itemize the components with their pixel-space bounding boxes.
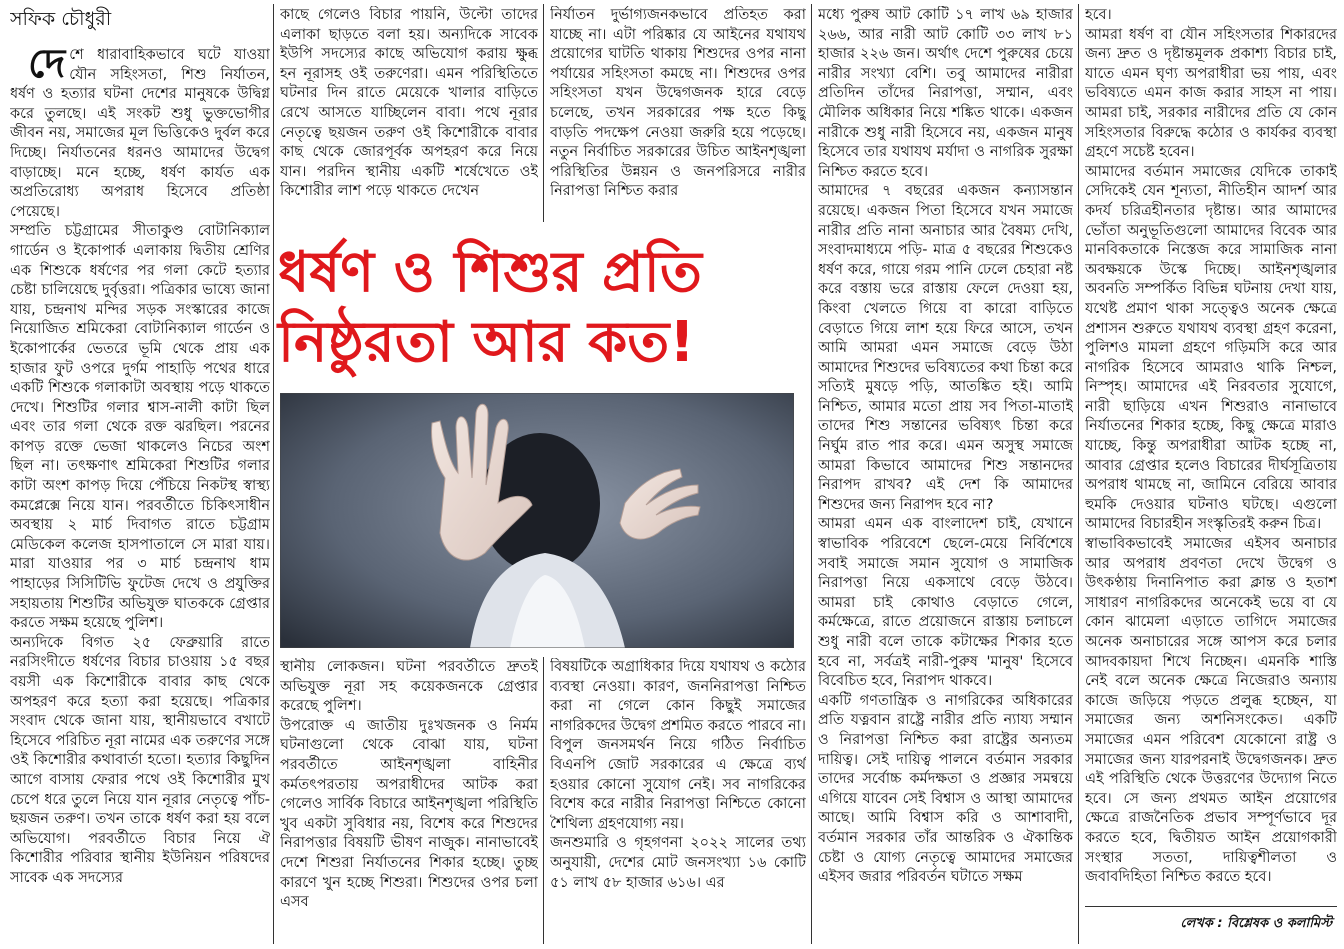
column-rule: [543, 657, 544, 944]
article-paragraph: উপরোক্ত এ জাতীয় দুঃখজনক ও নির্মম ঘটনাগুলো থেকে বোঝা যায়, ঘটনা পরবর্তীতে আইনশৃঙ্খলা বাহিনীর কর্মতৎপরতায় অপরাধীদের আটক করা গেলেও সার্বিক বিচারে আইনশৃঙ্খলা পরিস্থিতি খুব একটা সুবিধার নয়, বিশেষ করে শিশুদের নিরাপত্তার বিষয়টি ভীষণ নাজুক। নানাভাবেই দেশে শিশুরা নির্যাতনের শিকার হচ্ছে। তুচ্ছ কারণে খুন হচ্ছে শিশুরা। শিশুদের ওপর চলা এসব: [280, 717, 538, 911]
article-column-3-top: [550, 6, 806, 220]
article-paragraph: স্বাভাবিকভাবেই সমাজের এইসব অনাচার আর অপরাধ প্রবণতা দেখে উদ্বেগ ও উৎকণ্ঠায় দিনানিপাত করা ক্লান্ত ও হতাশ সাধারণ নাগরিকদের অনেকেই ভয়ে বা যে কোন ঝামেলা এড়াতে তাগিদে সমাজের অনেক অনাচারের সঙ্গে আপস করে চলার আদবকায়দা শিখে নিচ্ছেন। এমনকি শাস্তি নেই বলে অনেক ক্ষেত্রে নিজেরাও অন্যায় কাজে জড়িয়ে পড়তে প্রলুব্ধ হচ্ছেন, যা সমাজের জন্য অশনিসংকেত। একটি সমাজের এমন পরিবেশ যেকোনো রাষ্ট্র ও সমাজের জন্য যারপরনাই উদ্বেগজনক। দ্রুত এই পরিস্থিতি থেকে উত্তরণের উদ্যোগ নিতে হবে। সে জন্য প্রথমত আইন প্রয়োগের ক্ষেত্রে রাজনৈতিক প্রভাব সম্পূর্ণভাবে দূর করতে হবে, দ্বিতীয়ত আইন প্রয়োগকারী সংস্থার সততা, দায়িত্বশীলতা ও জবাবদিহিতা নিশ্চিত করতে হবে।: [1085, 536, 1337, 886]
headline-line: নিষ্ঠুরতা আর কত!: [278, 310, 695, 375]
article-paragraph: হবে।: [1085, 7, 1112, 23]
article-paragraph: আমরা ধর্ষণ বা যৌন সহিংসতার শিকারদের জন্য দ্রুত ও দৃষ্টান্তমূলক প্রকাশ্য বিচার চাই, যাতে এমন ঘৃণ্য অপরাধীরা ভয় পায়, এবং ভবিষ্যতে এমন কাজ করার সাহস না পায়। আমরা চাই, সরকার নারীদের প্রতি যে কোন সহিংসতার বিরুদ্ধে কঠোর ও কার্যকর ব্যবস্থা গ্রহণে সচেষ্ট হবেন।: [1085, 26, 1337, 161]
article-paragraph: কাছে গেলেও বিচার পায়নি, উল্টো তাদের এলাকা ছাড়তে বলা হয়। অন্যদিকে সাবেক ইউপি সদস্যের কাছে অভিযোগ করায় ক্ষুব্ধ হন নূরাসহ ওই তরুণেরা। এমন পরিস্থিতিতে ঘটনার দিন রাতে মেয়েকে খালার বাড়িতে রেখে আসতে যাচ্ছিলেন বাবা। পথে নূরার নেতৃত্বে ছয়জন তরুণ ওই কিশোরীকে বাবার কাছ থেকে জোরপূর্বক অপহরণ করে নিয়ে যান। পরদিন স্থানীয় একটি শর্ষেখেতে ওই কিশোরীর লাশ পড়ে থাকতে দেখেন: [280, 7, 538, 200]
article-paragraph: একটি গণতান্ত্রিক ও নাগরিকের অধিকারের প্রতি যত্নবান রাষ্ট্রে নারীর প্রতি ন্যায্য সম্মান ও নিরাপত্তা নিশ্চিত করা রাষ্ট্রের অন্যতম দায়িত্ব। সেই দায়িত্ব পালনে বর্তমান সরকার তাদের সর্বোচ্চ কর্মদক্ষতা ও প্রজ্ঞার সমন্বয়ে এগিয়ে যাবেন সেই বিশ্বাস ও আস্থা আমাদের আছে। আমি বিশ্বাস করি ও আশাবাদী, বর্তমান সরকার তাঁর আন্তরিক ও ঐকান্তিক চেষ্টা ও যোগ্য নেতৃত্বে আমাদের সমাজের এইসব জরার পরিবর্তন ঘটাতে সক্ষম: [818, 692, 1073, 886]
author-credit: লেখক : বিশ্লেষক ও কলামিস্ট: [1180, 916, 1332, 931]
column-rule: [1078, 4, 1079, 944]
article-paragraph: আমাদের ৭ বছরের একজন কন্যাসন্তান রয়েছে। একজন পিতা হিসেবে যখন সমাজে নারীর প্রতি নানা অনাচার আর বৈষম্য দেখি, সংবাদমাধ্যমে পড়ি- মাত্র ৫ বছরের শিশুকেও ধর্ষণ করে, গায়ে গরম পানি ঢেলে চেহারা নষ্ট করে বস্তায় ভরে রাস্তায় ফেলে দেওয়া হয়, কিংবা খেলতে গিয়ে বা কারো বাড়িতে বেড়াতে গিয়ে লাশ হয়ে ফিরে আসে, তখন আমি আমরা এমন সমাজে বেড়ে উঠা আমাদের শিশুদের ভবিষ্যতের কথা চিন্তা করে সত্যিই মুষড়ে পড়ি, আতঙ্কিত হই। আমি নিশ্চিত, আমার মতো প্রায় সব পিতা-মাতাই তাদের শিশু সন্তানের ভবিষ্যৎ চিন্তা করে নির্ঘুম রাত পার করে। এমন অসুস্থ সমাজে আমরা কিভাবে আমাদের শিশু সন্তানদের নিরাপদ রাখব? এই দেশ কি আমাদের শিশুদের জন্য নিরাপদ হবে না?: [818, 183, 1073, 513]
article-column-2-top: [280, 6, 538, 220]
article-paragraph: স্থানীয় লোকজন। ঘটনা পরবর্তীতে দ্রুতই অভিযুক্ত নূরা সহ কয়েকজনকে গ্রেপ্তার করেছে পুলিশ।: [280, 659, 538, 715]
article-paragraph: সম্প্রতি চট্টগ্রামের সীতাকুণ্ড বোটানিক্যাল গার্ডেন ও ইকোপার্ক এলাকায় দ্বিতীয় শ্রেণির এক শিশুকে ধর্ষণের পর গলা কেটে হত্যার চেষ্টা চালিয়েছে দুর্বৃত্তরা। পত্রিকার ভাষ্যে জানা যায়, চন্দ্রনাথ মন্দির সড়ক সংস্কারের কাজে নিয়োজিত শ্রমিকেরা বোটানিক্যাল গার্ডেন ও ইকোপার্কের ভেতরে ভূমি থেকে প্রায় এক হাজার ফুট ওপরে দুর্গম পাহাড়ি পথের ধারে একটি শিশুকে গলাকাটা অবস্থায় পড়ে থাকতে দেখে। শিশুটির গলার শ্বাস-নালী কাটা ছিল এবং তার গলা থেকে রক্ত ঝরছিল। পরনের কাপড় রক্তে ভেজা থাকলেও নিচের অংশ ছিল না। তৎক্ষণাৎ শ্রমিকেরা শিশুটির গলার কাটা অংশ কাপড় দিয়ে পেঁচিয়ে নিকটস্থ স্বাস্থ্য কমপ্লেক্সে নিয়ে যান। পরবর্তীতে চিকিৎসাধীন অবস্থায় ২ মার্চ দিবাগত রাতে চট্টগ্রাম মেডিকেল কলেজ হাসপাতালে সে মারা যায়। মারা যাওয়ার পর ৩ মার্চ চন্দ্রনাথ ধাম পাহাড়ের সিসিটিভি ফুটেজ দেখে ও প্রযুক্তির সহায়তায় শিশুটির অভিযুক্ত ঘাতককে গ্রেপ্তার করতে সক্ষম হয়েছে পুলিশ।: [10, 223, 270, 632]
article-paragraph: মধ্যে পুরুষ আট কোটি ১৭ লাখ ৬৯ হাজার ২৬৬, আর নারী আট কোটি ৩৩ লাখ ৮১ হাজার ২২৬ জন। অর্থাৎ দেশে পুরুষের চেয়ে নারীর সংখ্যা বেশি। তবু আমাদের নারীরা প্রতিদিন তাঁদের নিরাপত্তা, সম্মান, এবং মৌলিক অধিকার নিয়ে শঙ্কিত থাকে। একজন নারীকে শুধু নারী হিসেবে নয়, একজন মানুষ হিসেবে তার যথাযথ মর্যাদা ও নাগরিক সুরক্ষা নিশ্চিত করতে হবে।: [818, 7, 1073, 180]
headline-line: ধর্ষণ ও শিশুর প্রতি: [278, 240, 702, 305]
credit-rule: [1085, 906, 1337, 907]
article-paragraph: বিষয়টিকে অগ্রাধিকার দিয়ে যথাযথ ও কঠোর ব্যবস্থা নেওয়া। কারণ, জননিরাপত্তা নিশ্চিত করা না গেলে কোন কিছুই সমাজের নাগরিকদের উদ্বেগ প্রশমিত করতে পারবে না। বিপুল জনসমর্থন নিয়ে গঠিত নির্বাচিত বিএনপি জোট সরকারের এ ক্ষেত্রে ব্যর্থ হওয়ার কোনো সুযোগ নেই। সব নাগরিকের বিশেষ করে নারীর নিরাপত্তা নিশ্চিতে কোনো শৈথিল্য গ্রহণযোগ্য নয়।: [550, 659, 806, 832]
article-column-4: [818, 6, 1073, 936]
article-paragraph: আমরা এমন এক বাংলাদেশ চাই, যেখানে স্বাভাবিক পরিবেশে ছেলে-মেয়ে নির্বিশেষে সবাই সমাজে সমান সুযোগ ও সামাজিক নিরাপত্তা নিয়ে একসাথে বেড়ে উঠবে। আমরা চাই কোথাও বেড়াতে গেলে, কর্মক্ষেত্রে, রাতে প্রয়োজনে রাস্তায় চলাচলে শুধু নারী বলে তাকে কটাক্ষের শিকার হতে হবে না, সর্বত্রই নারী-পুরুষ 'মানুষ' হিসেবে বিবেচিত হবে, নিরাপদ থাকবে।: [818, 516, 1073, 690]
article-paragraph: অন্যদিকে বিগত ২৫ ফেব্রুয়ারি রাতে নরসিংদীতে ধর্ষণের বিচার চাওয়ায় ১৫ বছর বয়সী এক কিশোরীকে বাবার কাছ থেকে অপহরণ করে হত্যা করা হয়েছে। পত্রিকার সংবাদ থেকে জানা যায়, স্থানীয়ভাবে বখাটে হিসেবে পরিচিত নূরা নামের এক তরুণের সঙ্গে ওই কিশোরীর কথাবার্তা হতো। হত্যার কিছুদিন আগে বাসায় ফেরার পথে ওই কিশোরীর মুখ চেপে ধরে তুলে নিয়ে যান নূরার নেতৃত্বে পাঁচ-ছয়জন তরুণ। তখন তাকে ধর্ষণ করা হয় বলে অভিযোগ। পরবর্তীতে বিচার নিয়ে ঐ কিশোরীর পরিবার স্থানীয় ইউনিয়ন পরিষদের সাবেক এক সদস্যের: [10, 634, 270, 886]
article-photo: [280, 393, 794, 648]
article-paragraph: নির্যাতন দুর্ভাগ্যজনকভাবে প্রতিহত করা যাচ্ছে না। এটা পরিষ্কার যে আইনের যথাযথ প্রয়োগের ঘাটতি থাকায় শিশুদের ওপর নানা পর্যায়ের সহিংসতা কমছে না। শিশুদের ওপর সহিংসতা যখন উদ্বেগজনক হারে বেড়ে চলেছে, তখন সরকারের পক্ষ হতে কিছু বাড়তি পদক্ষেপ নেওয়া জরুরি হয়ে পড়েছে। নতুন নির্বাচিত সরকারের উচিত আইনশৃঙ্খলা পরিস্থিতির উন্নয়ন ও জনপরিসরে নারীর নিরাপত্তা নিশ্চিত করার: [550, 7, 806, 200]
article-column-3-bottom: [550, 658, 806, 938]
headline: [278, 238, 818, 378]
drop-cap: দে: [28, 41, 66, 87]
column-rule: [273, 4, 274, 944]
article-column-5: [1085, 6, 1337, 906]
article-paragraph: দেশে ধারাবাহিকভাবে ঘটে যাওয়া যৌন সহিংসতা, শিশু নির্যাতন, ধর্ষণ ও হত্যার ঘটনা দেশের মানুষকে উদ্বিগ্ন করে তুলছে। এই সংকট শুধু ভুক্তভোগীর জীবন নয়, সমাজের মূল ভিত্তিকেও দুর্বল করে দিচ্ছে। নির্যাতনের ধরনও আমাদের উদ্বেগ বাড়াচ্ছে। মনে হচ্ছে, ধর্ষণ কার্যত এক অপ্রতিরোধ্য অপরাধ হিসেবে প্রতিষ্ঠা পেয়েছে।: [10, 41, 270, 220]
column-rule: [543, 4, 544, 222]
author-name: সফিক চৌধুরী: [10, 8, 112, 30]
raised-hand-photo: [280, 393, 794, 648]
article-column-1: [10, 6, 270, 936]
article-paragraph: আমাদের বর্তমান সমাজের যেদিকে তাকাই সেদিকেই যেন শূন্যতা, নীতিহীন আদর্শ আর কদর্য চরিত্রহীনতার দৃষ্টান্ত। আর আমাদের ভোঁতা অনুভূতিগুলো আমাদের বিবেক আর মানবিকতাকে নিস্তেজ করে সামাজিক নানা অবক্ষয়কে উস্কে দিচ্ছে। আইনশৃঙ্খলার অবনতি সম্পর্কিত বিভিন্ন ঘটনায় দেখা যায়, যথেষ্ট প্রমাণ থাকা সত্ত্বেও অনেক ক্ষেত্রে প্রশাসন শুরুতে যথাযথ ব্যবস্থা গ্রহণ করেনা, পুলিশও মামলা গ্রহণে গড়িমসি করে আর নাগরিক হিসেবে আমরাও থাকি নিশ্চল, নিস্পৃহ। আমাদের এই নিরবতার সুযোগে, নারী ছাড়িয়ে এখন শিশুরাও নানাভাবে নির্যাতনের শিকার হচ্ছে, কিছু ক্ষেত্রে মারাও যাচ্ছে, কিন্তু অপরাধীরা আটক হচ্ছে না, আবার গ্রেপ্তার হলেও বিচারের দীর্ঘসূত্রিতায় অপরাধ থামছে না, জামিনে বেরিয়ে আবার হুমকি দেওয়ার ঘটনাও ঘটছে। এগুলো আমাদের বিচারহীন সংস্কৃতিরই করুন চিত্র।: [1085, 163, 1337, 533]
article-paragraph: জনশুমারি ও গৃহগণনা ২০২২ সালের তথ্য অনুযায়ী, দেশের মোট জনসংখ্যা ১৬ কোটি ৫১ লাখ ৫৮ হাজার ৬১৬। এর: [550, 835, 806, 891]
article-column-2-bottom: [280, 658, 538, 938]
column-rule: [811, 4, 812, 944]
